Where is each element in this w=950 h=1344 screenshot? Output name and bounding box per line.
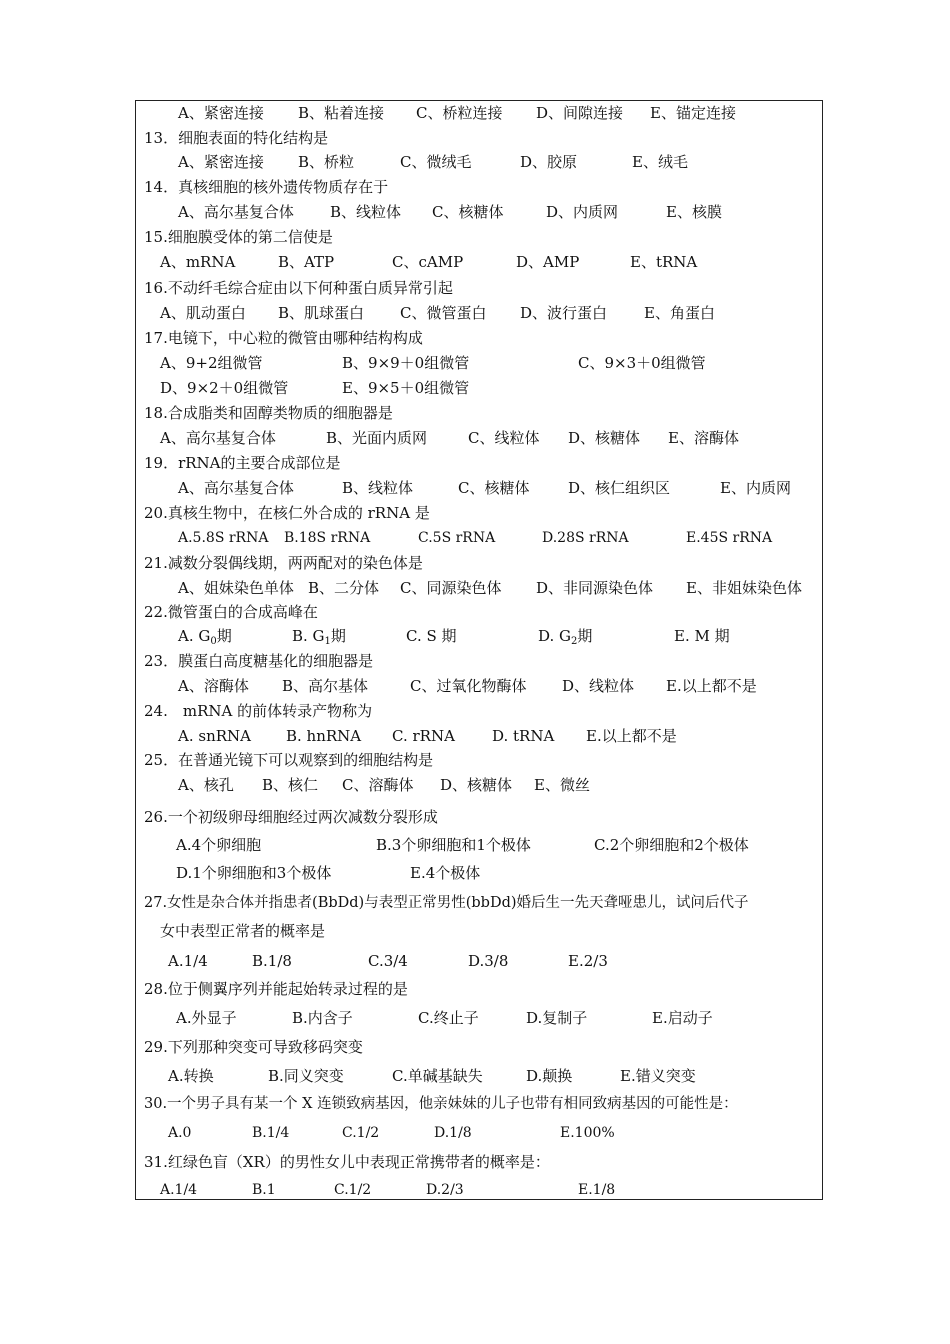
option: C、过氧化物酶体: [410, 677, 527, 695]
option: A、姐妹染色单体: [178, 579, 294, 597]
option: B、二分体: [308, 579, 380, 597]
option: D.2/3: [426, 1182, 464, 1198]
q12-options: [136, 101, 822, 125]
option: B、肌球蛋白: [278, 304, 365, 322]
option: A.外显子: [176, 1009, 237, 1027]
q20-stem: 20.真核生物中，在核仁外合成的 rRNA 是: [144, 504, 430, 522]
option: D.复制子: [526, 1009, 588, 1027]
option: D. $G_2$期: [538, 627, 593, 647]
option: C、9×3＋0组微管: [578, 354, 706, 372]
option: A、mRNA: [160, 253, 236, 271]
option: E.以上都不是: [586, 727, 677, 745]
option: A.5.8S rRNA: [178, 530, 269, 546]
option: E、微丝: [534, 776, 590, 794]
q24-options: [136, 724, 822, 748]
q15-options: [136, 250, 822, 274]
q14-options: [136, 200, 822, 224]
option: E. M 期: [674, 627, 730, 645]
option: C.1/2: [334, 1182, 372, 1198]
q30-options: [136, 1121, 822, 1145]
q27-stem: 27.女性是杂合体并指患者(BbDd)与表型正常男性(bbDd)婚后生一先天聋哑患儿，试问后代子: [144, 895, 749, 911]
q17-options-row1: [136, 351, 822, 375]
q18-options: [136, 426, 822, 450]
option: A、9+2组微管: [160, 354, 263, 372]
option: C.1/2: [342, 1125, 380, 1141]
option: B.1/4: [252, 1125, 290, 1141]
q13-stem: 13．细胞表面的特化结构是: [144, 129, 329, 147]
option: E、tRNA: [630, 253, 698, 271]
option: D、9×2＋0组微管: [160, 379, 289, 397]
option: B. $G_1$期: [292, 627, 346, 647]
q25-stem: 25．在普通光镜下可以观察到的细胞结构是: [144, 751, 434, 769]
q13-options: [136, 150, 822, 174]
option: C、微管蛋白: [400, 304, 487, 322]
option: E、绒毛: [632, 153, 688, 171]
option: D、胶原: [520, 153, 578, 171]
option: D、波行蛋白: [520, 304, 608, 322]
option: C、线粒体: [468, 429, 540, 447]
option: C. S 期: [406, 627, 457, 645]
option: C.2个卵细胞和2个极体: [594, 836, 749, 854]
option: E.4个极体: [410, 864, 481, 882]
option: B.3个卵细胞和1个极体: [376, 836, 531, 854]
q26-stem: 26.一个初级卵母细胞经过两次减数分裂形成: [144, 808, 438, 826]
option: B、桥粒: [298, 153, 355, 171]
q25-options: [136, 773, 822, 797]
option: C、核糖体: [432, 203, 504, 221]
option: A.1/4: [168, 952, 208, 970]
option: E.错义突变: [620, 1067, 696, 1085]
q30-stem: 30.一个男子具有某一个 X 连锁致病基因，他亲妹妹的儿子也带有相同致病基因的可能性是：: [144, 1096, 738, 1112]
option: B、高尔基体: [282, 677, 369, 695]
q24-stem: 24. mRNA 的前体转录产物称为: [144, 702, 373, 720]
option: D.3/8: [468, 952, 509, 970]
q19-options: [136, 476, 822, 500]
option: E、角蛋白: [644, 304, 715, 322]
option: C.单碱基缺失: [392, 1067, 483, 1085]
option: C. rRNA: [392, 727, 455, 745]
option: D、AMP: [516, 253, 580, 271]
q20-options: [136, 526, 822, 550]
question-sheet: [135, 100, 823, 1200]
q14-stem: 14．真核细胞的核外遗传物质存在于: [144, 178, 389, 196]
option: D.颠换: [526, 1067, 573, 1085]
q29-options: [136, 1064, 822, 1088]
option: B、核仁: [262, 776, 319, 794]
option: A、紧密连接: [178, 104, 264, 122]
q29-stem: 29.下列那种突变可导致移码突变: [144, 1038, 363, 1056]
option: A、核孔: [178, 776, 234, 794]
option: A.0: [168, 1125, 192, 1141]
option: B.1: [252, 1182, 276, 1198]
q23-options: [136, 674, 822, 698]
option: E、内质网: [720, 479, 791, 497]
option: E.45S rRNA: [686, 530, 773, 546]
option: C、溶酶体: [342, 776, 414, 794]
q16-stem: 16.不动纤毛综合症由以下何种蛋白质异常引起: [144, 279, 453, 297]
option: E.100%: [560, 1125, 615, 1141]
option: B、粘着连接: [298, 104, 385, 122]
q22-stem: 22.微管蛋白的合成高峰在: [144, 603, 318, 621]
q16-options: [136, 301, 822, 325]
q21-options: [136, 576, 822, 600]
q27-options: [136, 949, 822, 973]
q31-options: [136, 1178, 822, 1202]
option: B、光面内质网: [326, 429, 428, 447]
option: C.终止子: [418, 1009, 479, 1027]
q15-stem: 15.细胞膜受体的第二信使是: [144, 228, 333, 246]
option: D.1/8: [434, 1125, 472, 1141]
option: D.1个卵细胞和3个极体: [176, 864, 332, 882]
option: B、线粒体: [330, 203, 402, 221]
q28-stem: 28.位于侧翼序列并能起始转录过程的是: [144, 980, 408, 998]
option: E、核膜: [666, 203, 722, 221]
option: A、高尔基复合体: [160, 429, 276, 447]
option: B、9×9＋0组微管: [342, 354, 470, 372]
q28-options: [136, 1006, 822, 1030]
option: B.1/8: [252, 952, 292, 970]
option: C.3/4: [368, 952, 408, 970]
q19-stem: 19．rRNA的主要合成部位是: [144, 454, 341, 472]
option: B.内含子: [292, 1009, 353, 1027]
option: A.4个卵细胞: [176, 836, 262, 854]
option: C、同源染色体: [400, 579, 502, 597]
option: E.2/3: [568, 952, 608, 970]
option: B.18S rRNA: [284, 530, 371, 546]
option: A. snRNA: [178, 727, 251, 745]
option: E、非姐妹染色体: [686, 579, 802, 597]
option: E.以上都不是: [666, 677, 757, 695]
option: D、间隙连接: [536, 104, 624, 122]
q27-stem-continued: 女中表型正常者的概率是: [160, 922, 326, 940]
option: C、核糖体: [458, 479, 530, 497]
option: D、非同源染色体: [536, 579, 654, 597]
option: E.启动子: [652, 1009, 713, 1027]
option: C、微绒毛: [400, 153, 472, 171]
q17-options-row2: [136, 376, 822, 400]
option: C、cAMP: [392, 253, 464, 271]
option: C.5S rRNA: [418, 530, 496, 546]
option: A、紧密连接: [178, 153, 264, 171]
q21-stem: 21.减数分裂偶线期，两两配对的染色体是: [144, 554, 423, 572]
option: B.同义突变: [268, 1067, 344, 1085]
option: A.转换: [168, 1067, 214, 1085]
option: D、核糖体: [440, 776, 513, 794]
option: E.1/8: [578, 1182, 616, 1198]
option: A. $G_0$期: [178, 627, 232, 647]
option: D、内质网: [546, 203, 619, 221]
option: A、溶酶体: [178, 677, 249, 695]
option: E、锚定连接: [650, 104, 736, 122]
option: B、ATP: [278, 253, 335, 271]
q22-options: [136, 624, 822, 648]
option: A、高尔基复合体: [178, 203, 294, 221]
option: C、桥粒连接: [416, 104, 503, 122]
option: D、核仁组织区: [568, 479, 671, 497]
option: B、线粒体: [342, 479, 414, 497]
option: A、肌动蛋白: [160, 304, 246, 322]
q23-stem: 23．膜蛋白高度糖基化的细胞器是: [144, 652, 374, 670]
option: B. hnRNA: [286, 727, 362, 745]
q26-options-row2: [136, 861, 822, 885]
q18-stem: 18.合成脂类和固醇类物质的细胞器是: [144, 404, 393, 422]
q31-stem: 31.红绿色盲（XR）的男性女儿中表现正常携带者的概率是：: [144, 1153, 550, 1171]
option: D.28S rRNA: [542, 530, 629, 546]
option: E、9×5＋0组微管: [342, 379, 470, 397]
option: A.1/4: [160, 1182, 198, 1198]
option: D. tRNA: [492, 727, 555, 745]
q17-stem: 17.电镜下，中心粒的微管由哪种结构构成: [144, 329, 423, 347]
option: D、线粒体: [562, 677, 635, 695]
option: E、溶酶体: [668, 429, 739, 447]
option: A、高尔基复合体: [178, 479, 294, 497]
q26-options-row1: [136, 833, 822, 857]
option: D、核糖体: [568, 429, 641, 447]
